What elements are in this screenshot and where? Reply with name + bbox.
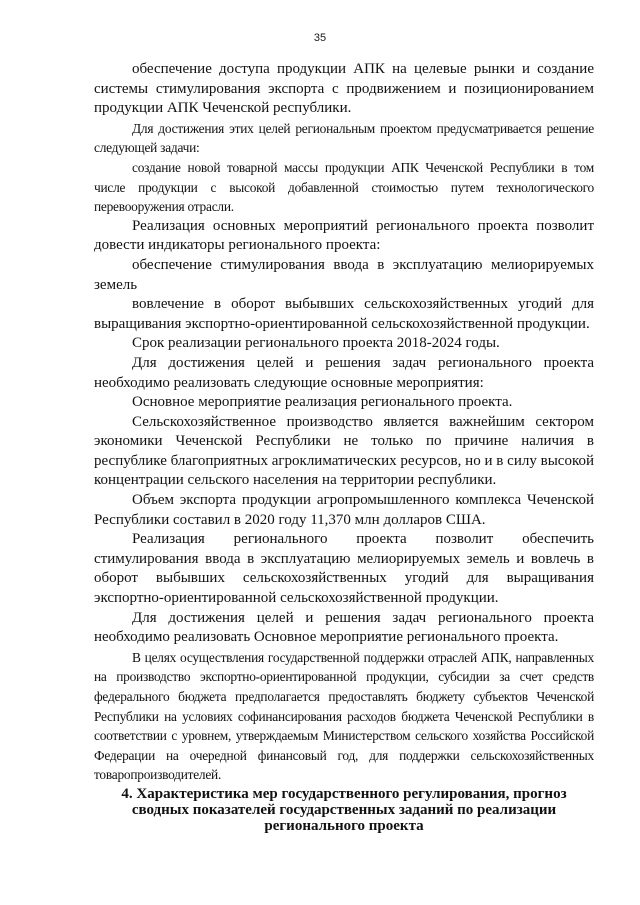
paragraph: Объем экспорта продукции агропромышленного комплекса Чеченской Республики составил в 2020 году 11,370 млн долларов США. bbox=[94, 492, 594, 528]
paragraph: обеспечение стимулирования ввода в эксплуатацию мелиорируемых земель bbox=[94, 256, 594, 293]
paragraph: Основное мероприятие реализация регионального проекта. bbox=[132, 394, 513, 411]
paragraph: Для достижения целей и решения задач регионального проекта необходимо реализовать Основное мероприятие регионального проекта. bbox=[94, 609, 594, 646]
paragraph: В целях осуществления государственной поддержки отраслей АПК, направленных на производство экспортно-ориентированной продукции, субсидии за счет средств федерального бюджета предполагается предоставлять бюджету субъектов Чеченской Республики на условиях софинансирования расходов бюджета Чеченской Республики в соответствии с уровнем, утверждаемым Министерством сельского хозяйства Российской Федерации на очередной финансовый год, для поддержки сельскохозяйственных товаропроизводителей. bbox=[94, 649, 594, 783]
paragraph: вовлечение в оборот выбывших сельскохозяйственных угодий для выращивания экспортно-ориентированной сельскохозяйственной продукции. bbox=[94, 296, 594, 332]
document-body bbox=[94, 60, 594, 785]
paragraph: Сельскохозяйственное производство является важнейшим сектором экономики Чеченской Республики не только по причине наличия в республике благоприятных агроклиматических ресурсов, но и в силу высокой концентрации сельского населения на территории республики. bbox=[94, 413, 594, 489]
paragraph: Для достижения этих целей региональным проектом предусматривается решение следующей задачи: bbox=[94, 120, 594, 156]
section-heading bbox=[94, 786, 594, 834]
paragraph: Реализация регионального проекта позволит обеспечить стимулирования ввода в эксплуатацию мелиорируемых земель и вовлечь в оборот выбывших сельскохозяйственных угодий для выращивания экспортно-ориентированной сельскохозяйственной продукции. bbox=[94, 531, 594, 607]
section-heading-line: регионального проекта bbox=[264, 818, 424, 834]
paragraph: обеспечение доступа продукции АПК на целевые рынки и создание системы стимулирования экспорта с продвижением и позиционированием продукции АПК Чеченской республики. bbox=[94, 61, 594, 117]
paragraph: Срок реализации регионального проекта 2018-2024 годы. bbox=[132, 335, 500, 352]
paragraph: Для достижения целей и решения задач регионального проекта необходимо реализовать следующие основные мероприятия: bbox=[94, 354, 594, 391]
section-heading-line: 4. Характеристика мер государственного регулирования, прогноз bbox=[121, 786, 567, 802]
page-number: 35 bbox=[313, 32, 327, 44]
section-heading-line: сводных показателей государственных заданий по реализации bbox=[131, 802, 557, 818]
paragraph: создание новой товарной массы продукции АПК Чеченской Республики в том числе продукции с высокой добавленной стоимостью путем технологического перевооружения отрасли. bbox=[94, 159, 594, 215]
paragraph: Реализация основных мероприятий регионального проекта позволит довести индикаторы регионального проекта: bbox=[94, 217, 594, 254]
